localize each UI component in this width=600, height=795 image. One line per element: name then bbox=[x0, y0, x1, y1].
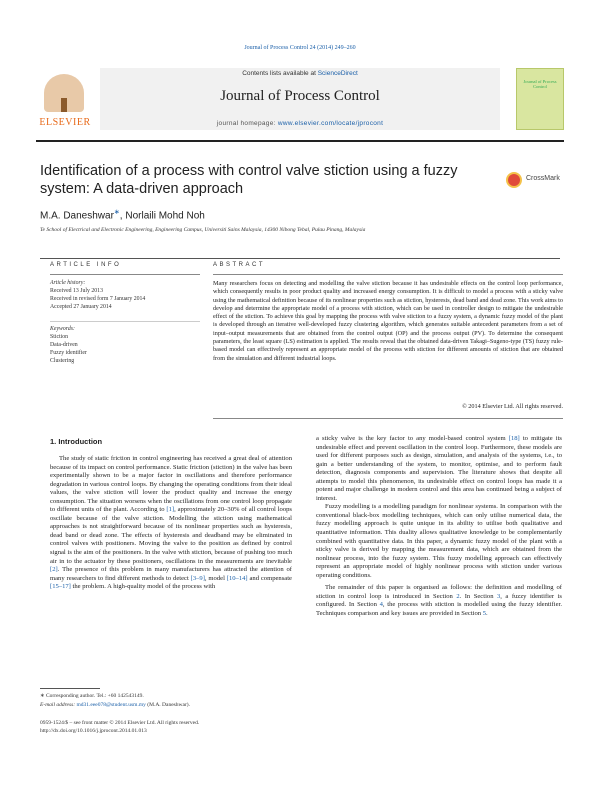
abstract-text: Many researchers focus on detecting and modelling the valve stiction because it has undesirable effects on the control loop performance, which consequently results in poor product quality and increased energy consumption. It is difficult to model a process with a sticky valve using the mathematical definition because of its nonlinear properties such as stiction, hysteresis, dead band and dead zone. This work aims to develop and determine the appropriate model of a process with stiction, which can be used in controller design to mitigate the undesirable effect of the stiction. To achieve this goal by mapping the process with valve stiction to a fuzzy system, a dynamic fuzzy model of the plant is developed through an iterative well-developed fuzzy clustering algorithm, which generates suitable antecedent parameters from a set of input–output measurements that are obtained from the control output (OP) and the process output (PV). To determine the consequent parameters, the least square (LS) estimation is applied. The results reveal that the obtained data-driven Takagi–Sugeno-type (TS) fuzzy rule-based model can effectively represent an appropriate model of the process with stiction for different amounts of stiction that are obtained from the simulation and different industrial loops. bbox=[213, 280, 563, 362]
corresponding-author-mark[interactable]: ∗ bbox=[113, 209, 120, 216]
author-list: M.A. Daneshwar∗, Norlaili Mohd Noh bbox=[40, 209, 205, 222]
keyword: Clustering bbox=[50, 358, 75, 364]
author-name[interactable]: M.A. Daneshwar bbox=[40, 210, 114, 222]
journal-reference[interactable]: Journal of Process Control 24 (2014) 249–260 bbox=[244, 45, 356, 51]
header-divider bbox=[36, 140, 564, 142]
paragraph: The remainder of this paper is organised as follows: the definition and modelling of stiction in control loop is introduced in Section 2. In Section 3, a fuzzy identifier is configured. In Section 4, the process with stiction is modelled using the fuzzy identifier. Techniques comparison and key issues are provided in Section 5. bbox=[316, 584, 562, 617]
divider bbox=[213, 418, 563, 419]
body-column-left bbox=[50, 455, 292, 592]
elsevier-logo[interactable] bbox=[36, 68, 94, 130]
body-column-right bbox=[316, 435, 562, 618]
section-link[interactable]: 5 bbox=[482, 609, 487, 617]
journal-banner bbox=[100, 68, 500, 130]
sciencedirect-link[interactable]: ScienceDirect bbox=[317, 70, 358, 77]
keyword: Data-driven bbox=[50, 342, 78, 348]
divider bbox=[50, 321, 200, 322]
journal-title: Journal of Process Control bbox=[220, 88, 380, 104]
contents-line: Contents lists available at ScienceDirect bbox=[242, 70, 358, 77]
divider bbox=[213, 274, 563, 275]
crossmark-badge[interactable]: CrossMark bbox=[506, 171, 576, 191]
footnote-corresponding: ∗ Corresponding author. Tel.: +60 142543149. bbox=[40, 693, 144, 699]
section-heading: 1. Introduction bbox=[50, 437, 103, 446]
doi-link[interactable]: http://dx.doi.org/10.1016/j.jprocont.2014.01.013 bbox=[40, 728, 147, 734]
keyword: Stiction bbox=[50, 334, 69, 340]
citation-link[interactable]: [3–9] bbox=[190, 574, 205, 582]
citation-link[interactable]: [1] bbox=[166, 506, 175, 514]
divider bbox=[40, 258, 560, 259]
keywords: Keywords: Stiction Data-driven Fuzzy identifier Clustering bbox=[50, 325, 200, 365]
section-link[interactable]: 4 bbox=[379, 601, 383, 609]
abstract-heading: ABSTRACT bbox=[213, 262, 266, 268]
divider bbox=[50, 274, 200, 275]
keyword: Fuzzy identifier bbox=[50, 350, 87, 356]
section-link[interactable]: 3 bbox=[496, 592, 501, 600]
article-info-heading: ARTICLE INFO bbox=[50, 262, 122, 268]
citation-link[interactable]: [2] bbox=[50, 566, 58, 574]
abstract-copyright: © 2014 Elsevier Ltd. All rights reserved. bbox=[462, 403, 563, 410]
paragraph: Fuzzy modelling is a modelling paradigm for nonlinear systems. In comparison with the conventional black-box modelling techniques, which can only utilise numerical data, the fuzzy modelling approach is quite unique in its ability to utilise both qualitative and quantitative information. This duality allows qualitative knowledge to be complementarily combined with quantitative data. In this paper, a dynamic fuzzy model of the plant with a sticky valve is derived by mapping the measurement data, which are obtained from the nonlinear process, into the fuzzy system. This fuzzy modelling approach can effectively represent an appropriate model of highly nonlinear process with stiction under various operating conditions. bbox=[316, 503, 562, 579]
article-history: Article history: Received 13 July 2013 Received in revised form 7 January 2014 Accepted 27 January 2014 bbox=[50, 280, 146, 310]
affiliation: Te School of Electrical and Electronic Engineering, Engineering Campus, Universiti Sains Malaysia, 14300 Nibong Tebal, Pulau Pinang, Malaysia bbox=[40, 227, 366, 233]
author-name[interactable]: Norlaili Mohd Noh bbox=[125, 210, 205, 222]
publisher-name: ELSEVIER bbox=[39, 117, 91, 128]
issn-line: 0959-1524/$ – see front matter © 2014 Elsevier Ltd. All rights reserved. bbox=[40, 720, 200, 726]
footnote-divider bbox=[40, 688, 100, 689]
section-link[interactable]: 2 bbox=[456, 592, 460, 600]
journal-cover-thumbnail[interactable]: Journal of Process Control bbox=[516, 68, 564, 130]
citation-link[interactable]: [15–17] bbox=[50, 583, 71, 591]
paragraph: The study of static friction in control engineering has received a great deal of attention because of its impact on control performance. Static friction (stiction) in the valve has been experimentally shown to be a major factor in oscillations and therefore performance degradation in various control loops. By changing the operating conditions from their ideal values, the valve stiction will lower the product quality and increase the energy consumption. The situation worsens when the oscillations from one control loop propagate to different units of the plant. According to [1], approximately 20–30% of all control loops oscillate because of the valve stiction. Modelling the stiction using mathematical approaches is not straightforward because of its nonlinear properties such as hysteresis, dead band or dead zone. The effects of hysteresis and deadband may be eliminated in control valves with positioners. Moving the valve to the position as defined by control signal is the aim of the positioners. In the valve with stiction, because of pushing too much air in to the actuator by these positioners, oscillations in the measurements are inevitable [2]. The presence of this problem in many manufacturers has attracted the attention of many researchers to find different methods to detect [3–9], model [10–14] and compensate [15–17] the problem. A high-quality model of the process with bbox=[50, 455, 292, 591]
crossmark-icon bbox=[506, 172, 522, 188]
journal-header bbox=[36, 68, 564, 134]
email-link[interactable]: md31.eee078@student.usm.my bbox=[76, 702, 146, 708]
homepage-link[interactable]: www.elsevier.com/locate/jprocont bbox=[277, 120, 384, 127]
footnote-email: E-mail address: md31.eee078@student.usm.my (M.A. Daneshwar). bbox=[40, 702, 190, 708]
citation-link[interactable]: [18] bbox=[508, 435, 520, 442]
paragraph: a sticky valve is the key factor to any model-based control system [18] to mitigate its undesirable effect and prevent oscillation in the control loop. Furthermore, these models are used for different purposes such as design, simulation, and analysis of the systems, i.e., to gain a better understanding of the system, to monitor, optimise, and to perform fault detection, diagnosis components and supervision. The literature shows that despite all attempts to model this phenomenon, its undesirable effect on control loops has made it a potent and major challenge in modern control and this area has continued being a subject of interest. bbox=[316, 435, 562, 502]
citation-link[interactable]: [10–14] bbox=[226, 574, 248, 582]
article-title: Identification of a process with control valve stiction using a fuzzy system: A data-driven approach bbox=[40, 163, 458, 197]
journal-homepage: journal homepage: www.elsevier.com/locate/jprocont bbox=[216, 120, 384, 127]
